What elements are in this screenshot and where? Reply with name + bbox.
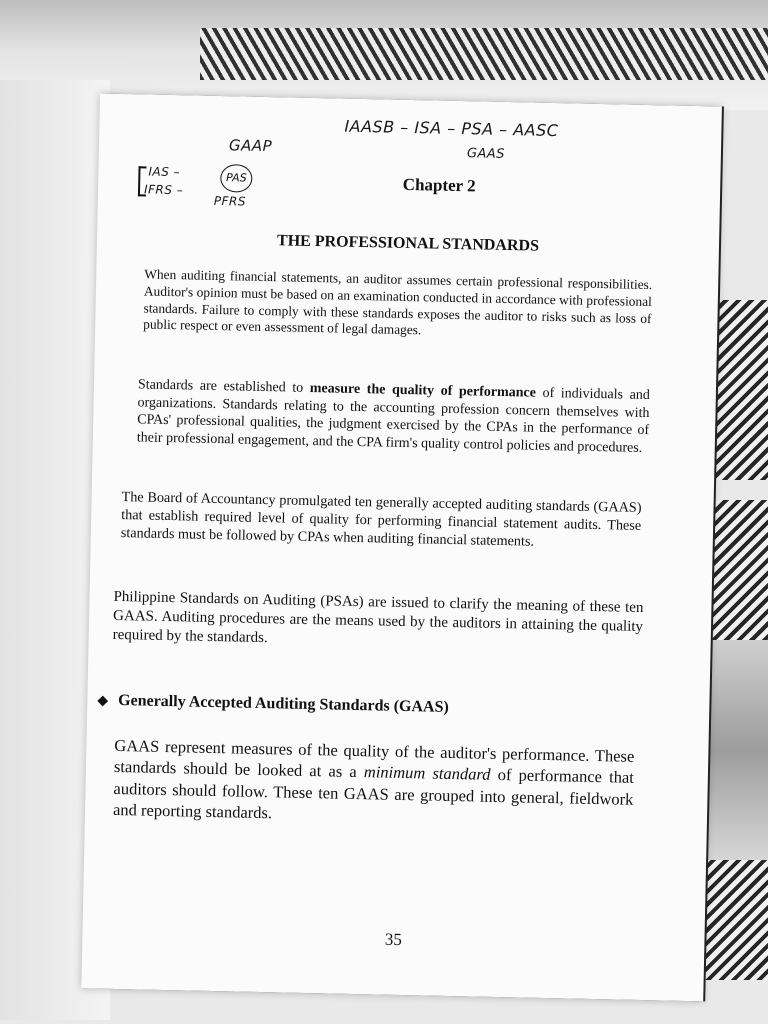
paragraph-psa: Philippine Standards on Auditing (PSAs) are issued to clarify the meaning of these ten GAAS. Auditing procedures are the means used by the auditors in attaining the quality required by the standards. [112, 588, 644, 646]
handwritten-note-gaap: GAAP [228, 136, 273, 156]
handwritten-note-pfrs: PFRS [213, 193, 247, 209]
book-page [81, 93, 722, 1001]
handwritten-note-standards: IAASB – ISA – PSA – AASC [344, 116, 559, 141]
fabric-pattern [698, 860, 768, 980]
handwritten-circled-pas: PAS [220, 164, 253, 193]
subheading-gaas: ◆ Generally Accepted Auditing Standards (GAAS) [97, 692, 449, 716]
emphasis-text: minimum standard [363, 762, 491, 785]
handwritten-note-ias: IAS – [148, 164, 181, 180]
diamond-bullet-icon: ◆ [97, 693, 109, 709]
fabric-pattern [200, 28, 768, 80]
paragraph-board-of-accountancy: The Board of Accountancy promulgated ten generally accepted auditing standards (GAAS) that establish required level of quality for performing financial statement audits. These standards must be followed by CPAs when auditing financial statements. [120, 489, 642, 550]
handwritten-note-ifrs: IFRS – [143, 182, 184, 198]
section-title: THE PROFESSIONAL STANDARDS [276, 232, 540, 255]
paragraph-intro: When auditing financial statements, an auditor assumes certain professional responsibilities. Auditor's opinion must be based on an examination conducted in accordance with professional standards. Failure to comply with these standards exposes the auditor to risks such as loss of public respect or even assessment of legal damages. [143, 266, 653, 338]
paragraph-standards: Standards are established to measure the quality of performance of individuals and organizations. Standards relating to the accounting profession concern themselves with CPAs' professional qualities, the judgment exercised by the CPAs in the performance of their professional engagement, and the CPA firm's quality control policies and procedures. [136, 377, 651, 456]
paragraph-gaas: GAAS represent measures of the quality of the auditor's performance. These standards should be looked at as a minimum standard of performance that auditors should follow. These ten GAAS are grouped into general, fieldwork and reporting standards. [112, 735, 635, 823]
page-number: 35 [384, 929, 403, 949]
chapter-heading: Chapter 2 [402, 174, 476, 196]
emphasis-text: measure the quality of performance [309, 380, 537, 401]
handwritten-note-gaas: GAAS [466, 146, 506, 162]
